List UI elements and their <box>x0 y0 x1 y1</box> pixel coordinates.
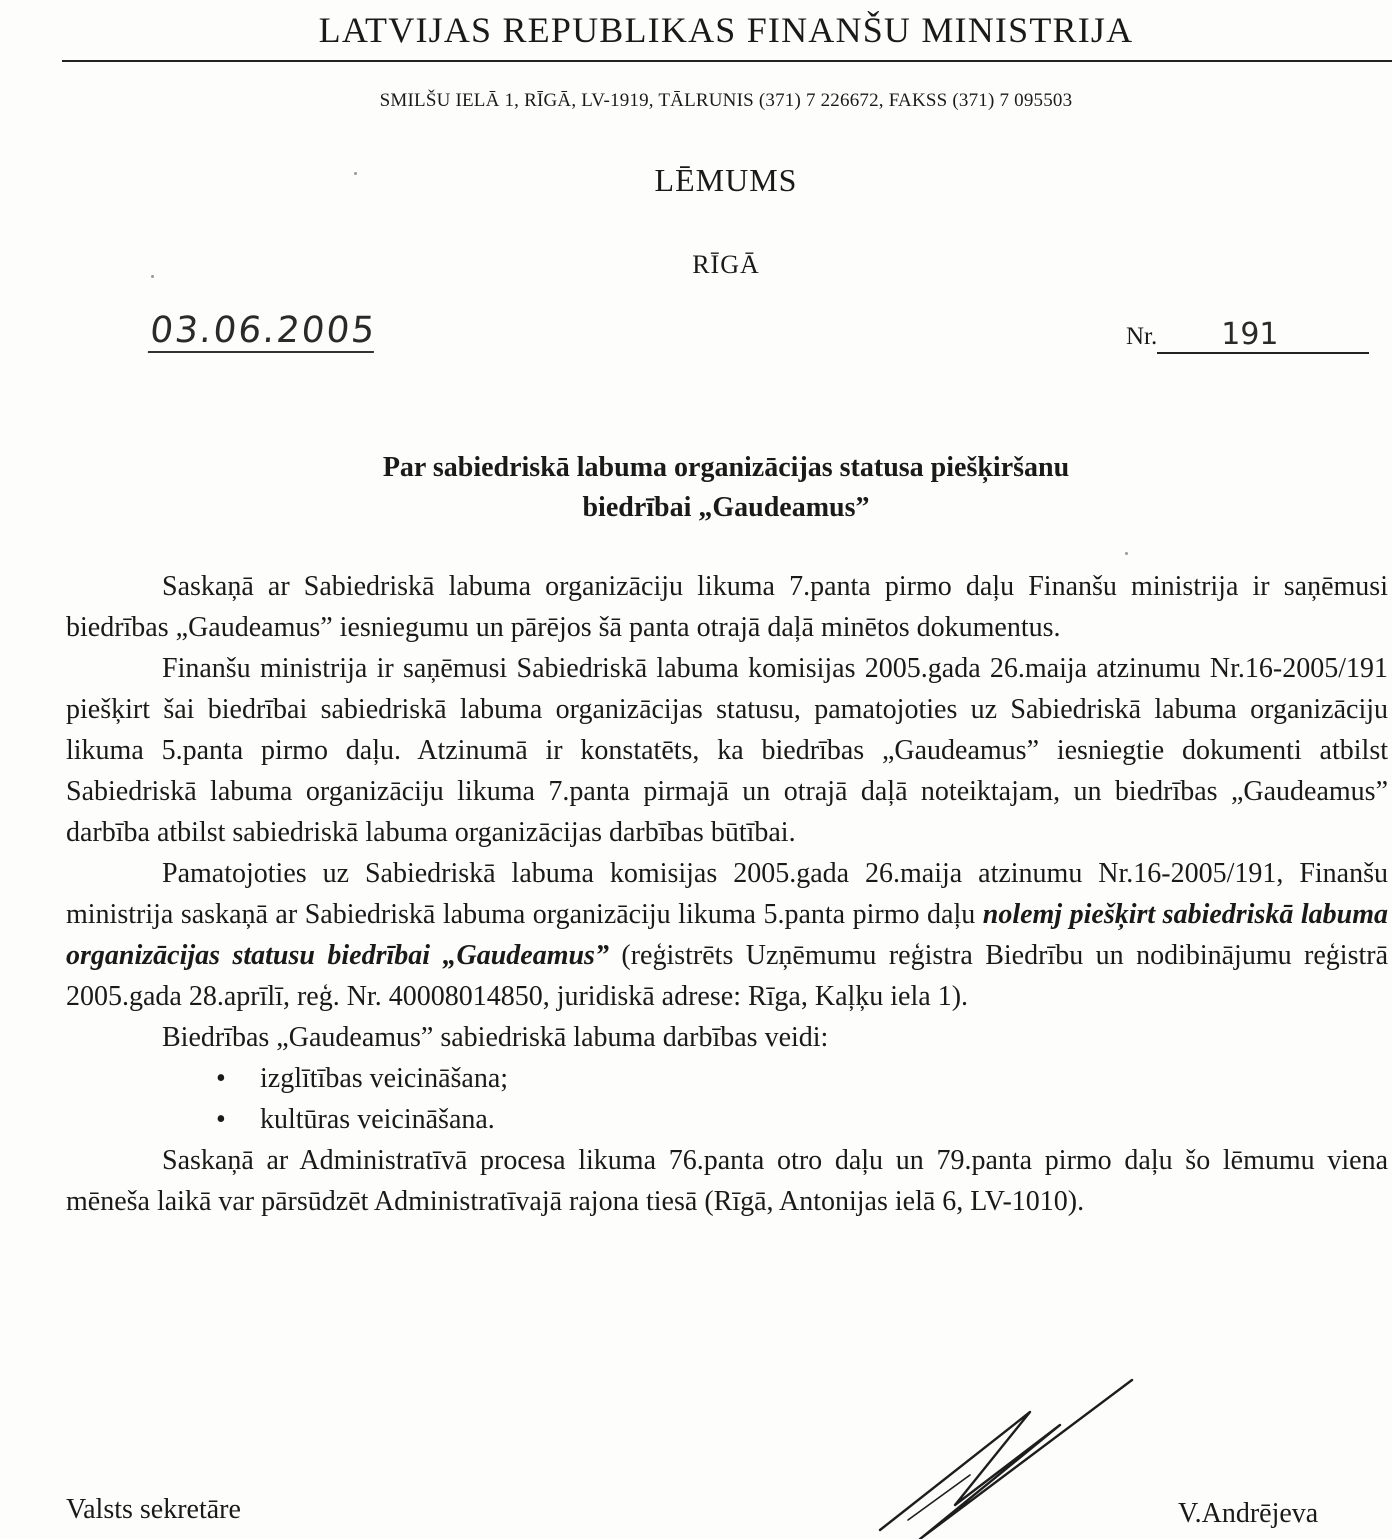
scan-speck <box>1125 552 1128 555</box>
paragraph-3-start: Pamatojoties uz Sabiedriskā labuma komisijas 2005.gada 26.maija atzinumu Nr.16-2005/191, Finanšu ministrija saskaņā ar Sabiedriskā labuma organizāciju likuma 5.panta pirmo daļu <box>66 858 1388 930</box>
subject-line-2: biedrībai „Gaudeamus” <box>582 492 870 523</box>
signer-title: Valsts sekretāre <box>66 1494 241 1525</box>
document-place: RĪGĀ <box>692 250 760 279</box>
ministry-address: SMILŠU IELĀ 1, RĪGĀ, LV-1919, TĀLRUNIS (371) 7 226672, FAKSS (371) 7 095503 <box>379 90 1073 111</box>
list-item <box>216 1058 1388 1099</box>
paragraph-3-end: (reģistrēts Uzņēmumu reģistra Biedrību un nodibinājumu reģistrā 2005.gada 28.aprīlī, reģ. Nr. 40008014850, juridiskā adrese: Rīga, Kaļķu iela 1). <box>66 940 1389 1012</box>
scan-speck <box>151 275 154 278</box>
activity-label: kultūras veicināšana. <box>260 1104 495 1135</box>
document-number-value: 191 <box>1157 318 1369 354</box>
activity-label: izglītības veicināšana; <box>260 1063 509 1094</box>
document-type: LĒMUMS <box>654 162 798 198</box>
document-date: 03.06.2005 <box>148 310 379 351</box>
list-item <box>216 1099 1388 1140</box>
signer-name: V.Andrējeva <box>1178 1498 1319 1529</box>
document-subject <box>0 448 1392 528</box>
body-paragraph-3 <box>66 853 1388 1017</box>
bullet-icon: • <box>216 1104 226 1135</box>
body-paragraph-4: Biedrības „Gaudeamus” sabiedriskā labuma darbības veidi: <box>162 1022 829 1053</box>
document-number <box>1126 318 1369 354</box>
body-paragraph-5: Saskaņā ar Administratīvā procesa likuma 76.panta otro daļu un 79.panta pirmo daļu šo lēmumu viena mēneša laikā var pārsūdzēt Administratīvajā rajona tiesā (Rīgā, Antonijas ielā 6, LV-1010). <box>66 1145 1388 1217</box>
bullet-icon: • <box>216 1063 226 1094</box>
scan-speck <box>354 172 357 175</box>
header-divider <box>62 60 1392 62</box>
decision-emphasis: nolemj piešķirt sabiedriskā labuma organizācijas statusu biedrībai „Gaudeamus” <box>66 899 1389 971</box>
body-paragraph-2: Finanšu ministrija ir saņēmusi Sabiedriskā labuma komisijas 2005.gada 26.maija atzinumu Nr.16-2005/191 piešķirt šai biedrībai sabiedriskā labuma organizācijas statusu, pamatojoties uz Sabiedriskā labuma organizāciju likuma 5.panta pirmo daļu. Atzinumā ir konstatēts, ka biedrības „Gaudeamus” iesniegtie dokumenti atbilst Sabiedriskā labuma organizāciju likuma 7.panta pirmajā un otrajā daļā noteiktajam, un biedrības „Gaudeamus” darbība atbilst sabiedriskā labuma organizācijas darbības būtībai. <box>66 653 1388 848</box>
document-body <box>66 566 1388 1222</box>
body-paragraph-1: Saskaņā ar Sabiedriskā labuma organizāciju likuma 7.panta pirmo daļu Finanšu ministrija ir saņēmusi biedrības „Gaudeamus” iesniegumu un pārējos šā panta otrajā daļā minētos dokumentus. <box>66 571 1388 643</box>
handwritten-signature <box>860 1370 1160 1539</box>
subject-line-1: Par sabiedriskā labuma organizācijas statusa piešķiršanu <box>382 452 1070 483</box>
ministry-title: LATVIJAS REPUBLIKAS FINANŠU MINISTRIJA <box>318 10 1134 50</box>
document-number-label: Nr. <box>1126 323 1158 350</box>
activities-list <box>66 1058 1388 1140</box>
